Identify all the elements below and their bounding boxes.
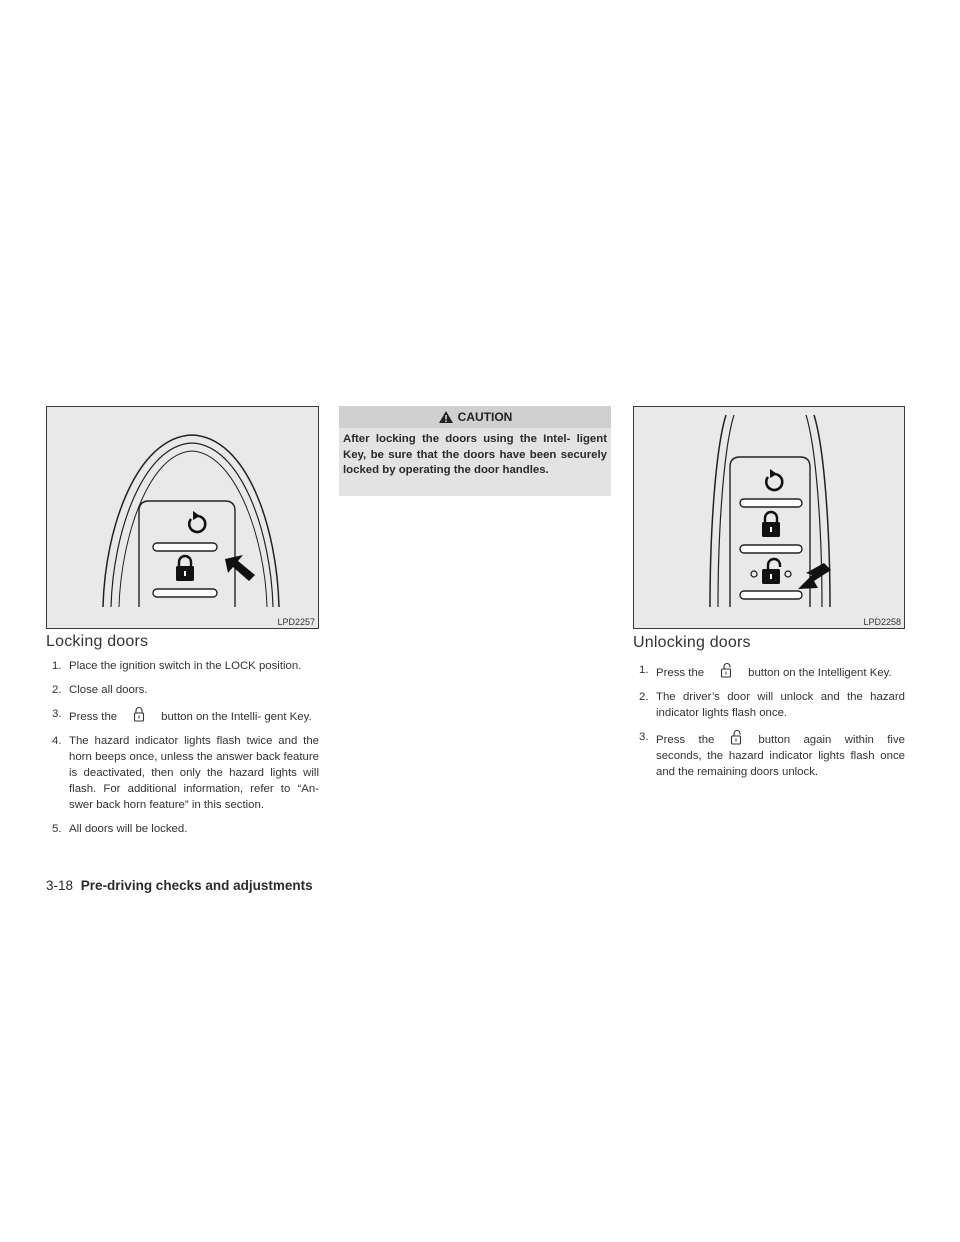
unlock-icon (751, 559, 791, 584)
warning-triangle-icon (438, 410, 454, 424)
list-item: 1. Place the ignition switch in the LOCK position. (52, 660, 302, 672)
key-fob-illustration (634, 407, 904, 628)
chapter-title: Pre-driving checks and adjustments (80, 878, 313, 893)
list-item: 5. All doors will be locked. (52, 823, 188, 835)
section-heading-locking-doors: Locking doors (46, 633, 149, 650)
figure-code: LPD2258 (863, 617, 901, 627)
pointer-arrow-icon (225, 555, 255, 581)
pointer-arrow-icon (798, 563, 831, 589)
list-item: 3. Press the button on the Intelli- gent Key. (52, 708, 312, 723)
unlock-icon (728, 729, 744, 745)
caution-header (339, 406, 611, 428)
remote-start-icon (766, 469, 782, 490)
unlocking-steps-list (633, 662, 905, 788)
lock-icon (762, 512, 780, 537)
list-item: 3. Press the button again within five seconds, the hazard indicator lights flash once and the remaining doors unlock. (639, 731, 905, 778)
figure-unlocking-key-fob (633, 406, 905, 629)
lock-icon (131, 706, 147, 722)
page-number: 3-18 (46, 878, 74, 893)
list-item: 2. The driver’s door will unlock and the hazard indicator lights flash once. (639, 691, 905, 719)
list-item: 2. Close all doors. (52, 684, 148, 696)
caution-box (339, 406, 611, 496)
unlock-icon (718, 662, 734, 678)
figure-code: LPD2257 (277, 617, 315, 627)
remote-start-icon (189, 511, 205, 532)
lock-icon (176, 556, 194, 581)
key-fob-illustration (47, 407, 318, 628)
list-item: 1. Press the button on the Intelligent Key. (639, 664, 892, 679)
locking-steps-list (46, 658, 319, 845)
section-heading-unlocking-doors: Unlocking doors (633, 634, 751, 651)
list-item: 4. The hazard indicator lights flash twice and the horn beeps once, unless the answer back feature is deactivated, then only the hazard lights will flash. For additional information, refer to “An- swer back horn feature” in this section. (52, 735, 319, 811)
figure-locking-key-fob (46, 406, 319, 629)
caution-text: After locking the doors using the Intel- ligent Key, be sure that the doors have been securely locked by operating the door handles. (343, 433, 607, 476)
page-footer (46, 878, 313, 893)
caution-title: CAUTION (457, 410, 513, 424)
